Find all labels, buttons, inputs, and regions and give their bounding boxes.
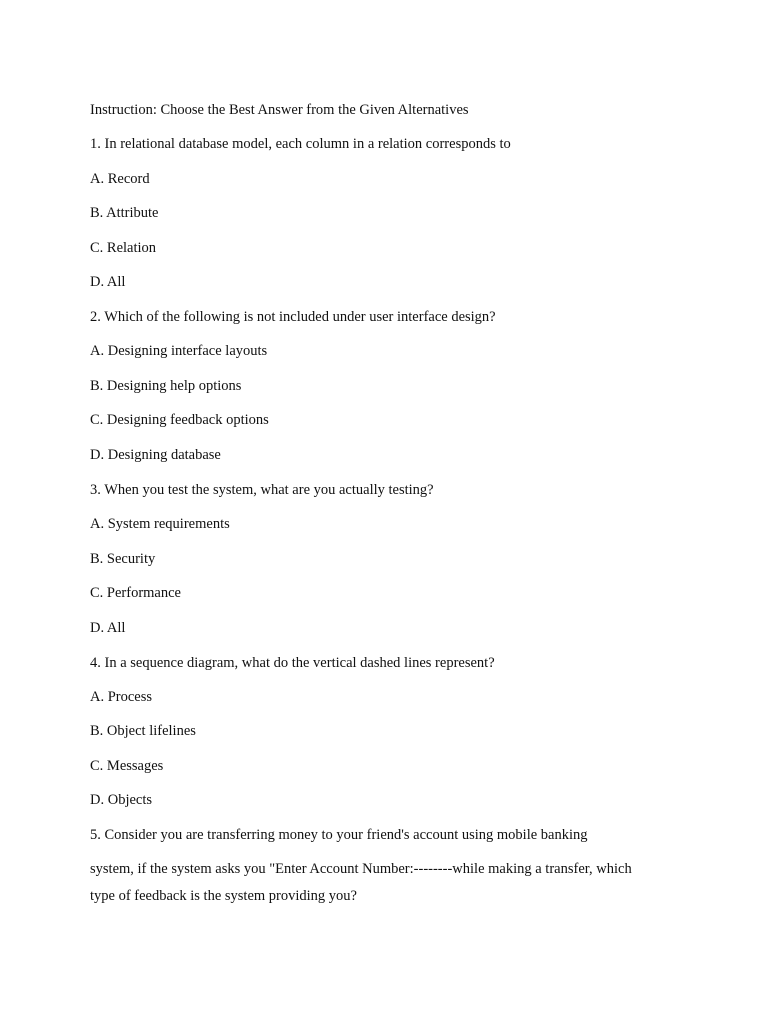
option-3c: C. Performance	[90, 585, 181, 601]
option-1b: B. Attribute	[90, 205, 159, 221]
option-4b: B. Object lifelines	[90, 723, 196, 739]
question-4: 4. In a sequence diagram, what do the vertical dashed lines represent?	[90, 655, 495, 671]
option-2a: A. Designing interface layouts	[90, 343, 268, 359]
option-2b: B. Designing help options	[90, 378, 242, 394]
instruction-text: Instruction: Choose the Best Answer from the Given Alternatives	[90, 102, 469, 118]
option-3a: A. System requirements	[90, 516, 230, 532]
question-2: 2. Which of the following is not included under user interface design?	[90, 309, 496, 325]
option-2c: C. Designing feedback options	[90, 412, 269, 428]
option-1c: C. Relation	[90, 240, 157, 256]
option-3b: B. Security	[90, 551, 156, 567]
question-1: 1. In relational database model, each column in a relation corresponds to	[90, 136, 511, 152]
option-4d: D. Objects	[90, 792, 153, 808]
option-3d: D. All	[90, 620, 126, 636]
option-4a: A. Process	[90, 689, 153, 705]
question-3: 3. When you test the system, what are you actually testing?	[90, 482, 434, 498]
option-4c: C. Messages	[90, 758, 164, 774]
question-5-line-1: 5. Consider you are transferring money to your friend's account using mobile banking	[90, 827, 588, 843]
option-1a: A. Record	[90, 171, 150, 187]
option-2d: D. Designing database	[90, 447, 221, 463]
question-5-line-2: system, if the system asks you "Enter Account Number:--------while making a transfer, which	[90, 861, 632, 877]
option-1d: D. All	[90, 274, 126, 290]
question-5-line-3: type of feedback is the system providing you?	[90, 888, 357, 904]
